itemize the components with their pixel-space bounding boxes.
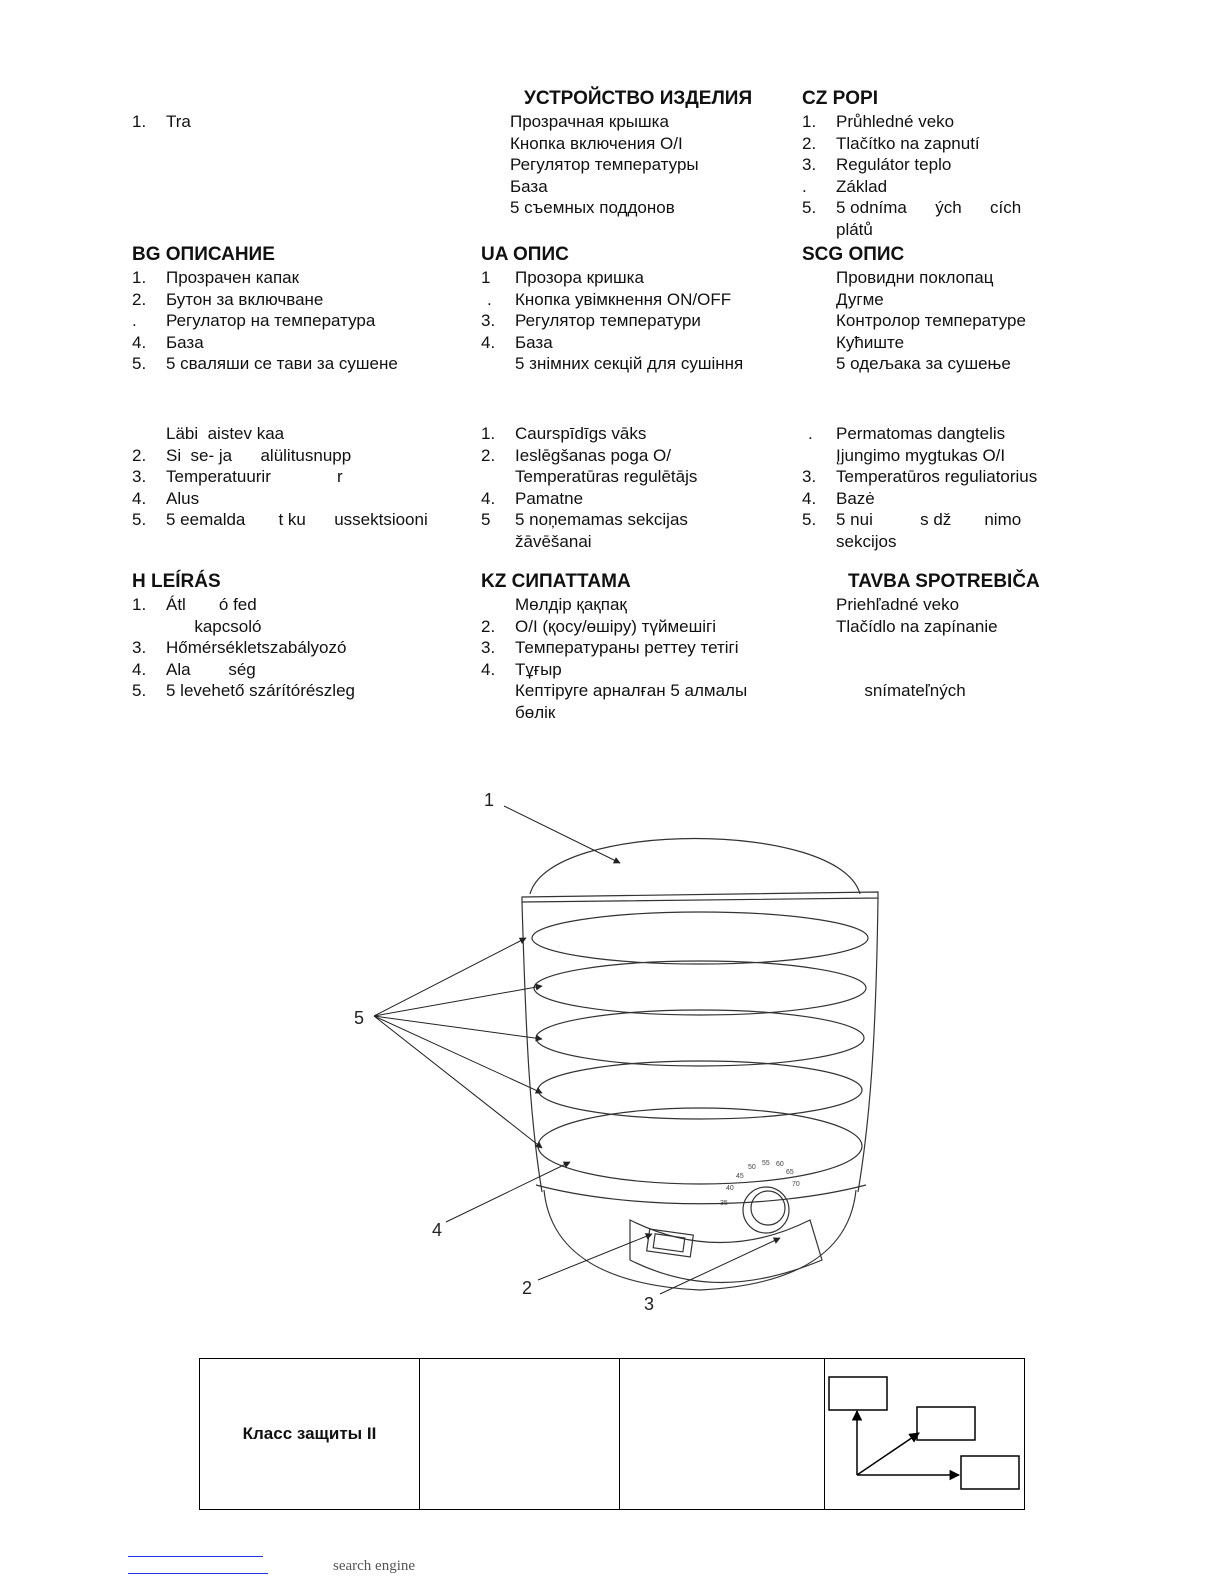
list-item: Įjungimo mygtukas O/I <box>836 445 1006 465</box>
tray-ellipse <box>534 961 866 1015</box>
list-item: Прозрачная крышка <box>510 112 669 131</box>
list-item: Мөлдір қақпақ <box>515 595 627 614</box>
section-title: BG ОПИСАНИЕ <box>132 244 275 265</box>
dial-mark: 40 <box>726 1185 734 1192</box>
list-item: . Кнопка увімкнення ON/OFF <box>487 289 732 309</box>
list-item: 4. Pamatne <box>481 488 584 508</box>
product-diagram <box>330 780 910 1320</box>
list-item: 5. 5 nui s dž nimo <box>802 510 1022 530</box>
list-item: 4. Тұғыр <box>481 659 562 679</box>
section-cz <box>802 87 1052 241</box>
footer-link[interactable] <box>128 1557 268 1574</box>
list-item: 2. Бутон за включване <box>132 289 324 309</box>
section-bg <box>132 243 472 375</box>
tray-ellipse <box>536 1010 864 1066</box>
section-lv <box>481 423 791 553</box>
box <box>961 1456 1019 1489</box>
list-item: snímateľných <box>836 681 966 701</box>
list-item: База <box>510 176 548 196</box>
section-title: KZ СИПАТТАМА <box>481 571 631 592</box>
list-item: 1. Tra <box>132 112 191 131</box>
section-title: UA ОПИС <box>481 244 569 265</box>
empty-cell <box>620 1359 825 1509</box>
box <box>829 1377 887 1410</box>
list-item: 3. Температураны реттеу тетігі <box>481 638 739 658</box>
control-panel <box>630 1220 822 1283</box>
footer-links <box>128 1540 268 1574</box>
section-lt <box>802 423 1072 553</box>
tray-ellipse <box>532 912 868 964</box>
footer-link[interactable] <box>128 1540 263 1557</box>
arrow-diagram <box>825 1359 1023 1509</box>
list-item: 2. O/I (қосу/өшіру) түймешігі <box>481 616 717 636</box>
section-title: CZ POPI <box>802 88 879 109</box>
list-item: 3. Регулятор температури <box>481 311 701 331</box>
list-item: 3. Hőmérsékletszabályozó <box>132 638 347 658</box>
dial-mark: 55 <box>762 1160 770 1167</box>
list-item: 5 одељака за сушење <box>836 354 1011 374</box>
callout-5: 5 <box>354 1008 365 1028</box>
list-item: Priehľadné veko <box>836 595 960 614</box>
dial-mark: 35 <box>720 1200 728 1207</box>
diagram-cell <box>825 1359 1024 1509</box>
list-item: 4. База <box>481 332 553 352</box>
callout-4: 4 <box>432 1220 443 1240</box>
protection-class-label: Класс защиты II <box>242 1424 377 1443</box>
list-item: Регулятор температуры <box>510 155 699 175</box>
list-item <box>802 637 1072 659</box>
list-item: 1. Прозрачен капак <box>132 268 300 287</box>
dial-mark: 65 <box>786 1169 794 1176</box>
body-right-side <box>858 898 878 1192</box>
callout-arrow <box>374 986 542 1016</box>
callout-arrow <box>660 1238 780 1294</box>
list-item: 4. Bazė <box>802 488 875 508</box>
list-item: Контролор температуре <box>836 311 1026 331</box>
section-title: SCG ОПИС <box>802 244 905 265</box>
dial-mark: 50 <box>748 1164 756 1171</box>
section-ua <box>481 243 791 375</box>
info-table <box>199 1358 1025 1510</box>
list-item: 1 Прозора кришка <box>481 268 644 287</box>
list-item: 5. 5 сваляши се тави за сушене <box>132 354 398 374</box>
list-item: Кућиште <box>836 332 905 352</box>
arrow-line <box>857 1433 919 1475</box>
list-item: 5 5 noņemamas sekcijas <box>481 510 688 530</box>
list-item: 5 съемных поддонов <box>510 198 675 218</box>
list-item: Провидни поклопац <box>836 268 994 287</box>
list-item: žāvēšanai <box>515 531 592 551</box>
list-item: Tlačídlo na zapínanie <box>836 616 998 636</box>
section-title: УСТРОЙСТВО ИЗДЕЛИЯ <box>524 88 753 109</box>
section-title: TAVBA SPOTREBIČA <box>848 571 1040 592</box>
list-item: бөлік <box>515 702 556 722</box>
section-en <box>132 111 432 133</box>
list-item: 2. Tlačítko na zapnutí <box>802 133 980 153</box>
section-sk <box>802 570 1072 702</box>
list-item: Кептіруге арналған 5 алмалы <box>515 681 748 701</box>
list-item: 3. Regulátor teplo <box>802 155 952 175</box>
list-item: 4. База <box>132 332 204 352</box>
list-item: 2. Si se- ja alülitusnupp <box>132 445 352 465</box>
list-item: 3. Temperatuurir r <box>132 467 343 487</box>
list-item: kapcsoló <box>166 616 262 636</box>
dial-mark: 45 <box>736 1173 744 1180</box>
dial-mark: 60 <box>776 1161 784 1168</box>
list-item: plátů <box>836 219 873 239</box>
lid-dome <box>530 839 860 895</box>
list-item: 1. Průhledné veko <box>802 112 955 131</box>
list-item: 4. Alus <box>132 488 200 508</box>
list-item: 5 знімних секцій для сушіння <box>515 354 744 374</box>
box <box>917 1407 975 1440</box>
temperature-knob <box>743 1187 789 1233</box>
list-item: 5. 5 eemalda t ku ussektsiooni <box>132 510 428 530</box>
list-item: 5. 5 levehető szárítórészleg <box>132 681 355 701</box>
list-item: . Základ <box>802 176 888 196</box>
section-scg <box>802 243 1062 375</box>
list-item: Кнопка включения O/I <box>510 133 683 153</box>
section-title: H LEÍRÁS <box>132 571 221 592</box>
list-item: 1. Caurspīdīgs vāks <box>481 424 647 443</box>
footer-text: search engine <box>333 1558 416 1574</box>
list-item: . Регулатор на температура <box>132 311 376 331</box>
protection-class-cell <box>200 1359 420 1509</box>
callout-2: 2 <box>522 1278 533 1298</box>
list-item: 5. 5 odníma ých cích <box>802 198 1022 218</box>
temperature-knob-cap <box>751 1191 785 1225</box>
dial-mark: 70 <box>792 1181 800 1188</box>
list-item: 3. Temperatūros reguliatorius <box>802 467 1038 487</box>
list-item <box>802 659 1072 681</box>
tray-ellipse <box>538 1061 862 1119</box>
list-item: . Permatomas dangtelis <box>808 424 1006 443</box>
empty-cell <box>420 1359 620 1509</box>
list-item: 2. Ieslēgšanas poga O/ <box>481 445 671 465</box>
section-kz <box>481 570 791 724</box>
section-hu <box>132 570 472 702</box>
section-ee <box>132 423 472 531</box>
callout-3: 3 <box>644 1294 655 1314</box>
section-ru <box>510 87 790 219</box>
callout-arrow <box>538 1234 652 1280</box>
callout-arrow <box>504 806 620 863</box>
lid-rim <box>522 892 878 902</box>
list-item: Дугме <box>836 289 884 309</box>
list-item: sekcijos <box>836 531 897 551</box>
power-switch-inner <box>653 1234 685 1252</box>
list-item: Läbi aistev kaa <box>166 424 285 443</box>
list-item: Temperatūras regulētājs <box>515 467 698 487</box>
callout-arrow <box>374 938 526 1016</box>
callout-1: 1 <box>484 790 495 810</box>
list-item: 1. Átl ó fed <box>132 595 257 614</box>
list-item: 4. Ala ség <box>132 659 256 679</box>
base-top <box>536 1185 866 1204</box>
callout-arrow <box>446 1162 570 1222</box>
